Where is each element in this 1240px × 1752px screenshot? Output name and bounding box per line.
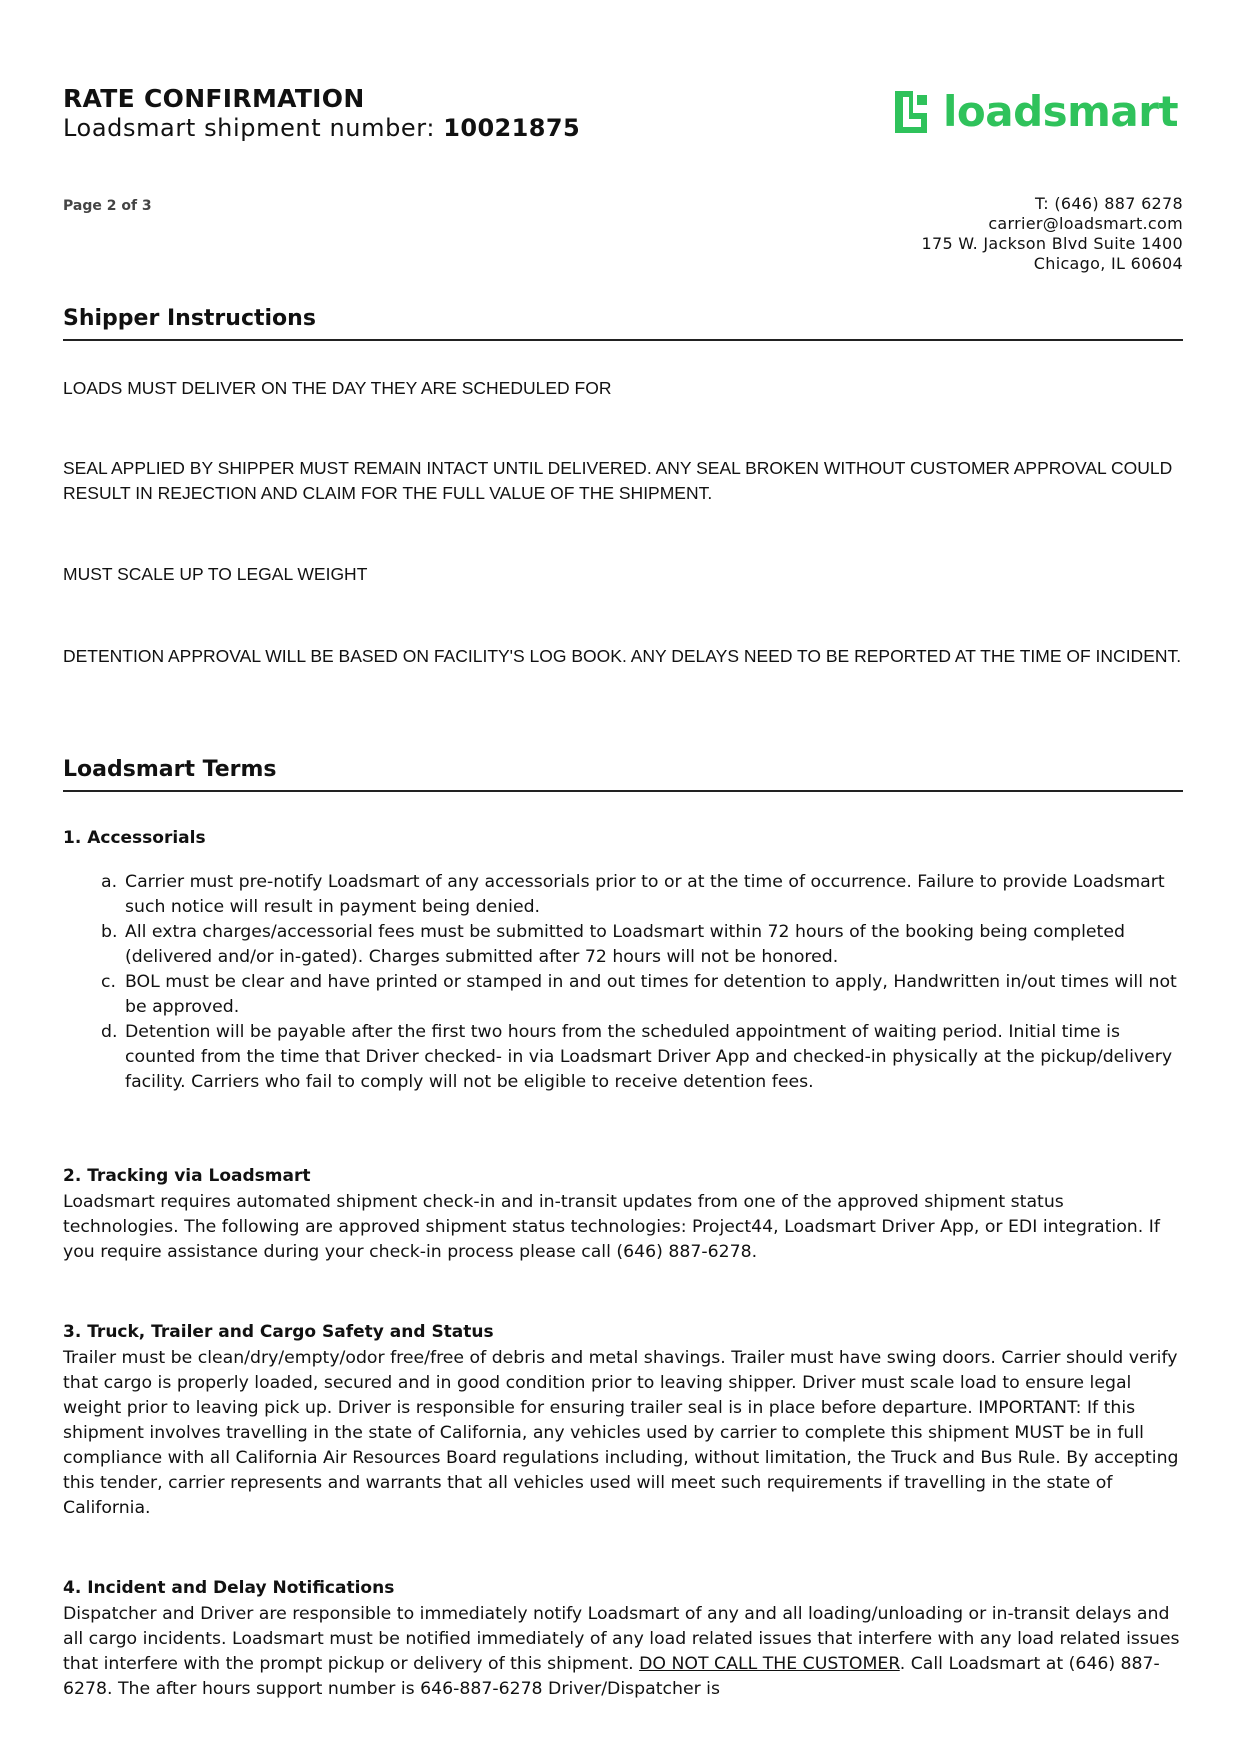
shipment-number-label: Loadsmart shipment number: — [63, 114, 444, 142]
list-item — [63, 870, 1183, 920]
tracking-heading: 2. Tracking via Loadsmart — [63, 1166, 311, 1186]
do-not-call-customer-notice: DO NOT CALL THE CUSTOMER — [639, 1654, 900, 1674]
list-item-marker: a. — [101, 872, 118, 892]
shipper-instructions-heading: Shipper Instructions — [63, 306, 1183, 341]
contact-email: carrier@loadsmart.com — [988, 214, 1183, 233]
incident-text-part: Dispatcher and Driver are responsible to immediately notify Loadsmart of any and all loading/unloading or in-transit delays and all cargo incidents. Loadsmart must be notified immediately of any load related issues that interfere with any load related issues that interfere with the prompt pickup or delivery of this shipment. — [63, 1604, 1180, 1674]
loadsmart-logo-text: loadsmart — [943, 87, 1179, 136]
contact-address-line1: 175 W. Jackson Blvd Suite 1400 — [921, 234, 1183, 253]
shipment-number: 10021875 — [443, 114, 581, 142]
shipper-instruction-item: MUST SCALE UP TO LEGAL WEIGHT — [63, 564, 368, 584]
loadsmart-logo — [889, 86, 1178, 138]
list-item-marker: c. — [101, 972, 116, 992]
accessorials-list — [63, 870, 1183, 1095]
list-item-text: All extra charges/accessorial fees must be submitted to Loadsmart within 72 hours of the booking being completed (delivered and/or in-gated). Charges submitted after 72 hours will not be honored. — [125, 922, 1125, 967]
document-title: RATE CONFIRMATION — [63, 84, 365, 113]
list-item — [63, 920, 1183, 970]
incident-text — [63, 1602, 1183, 1702]
incident-text-part: . Call Loadsmart at (646) 887-6278. The after hours support number is 646-887-6278 Driver/Dispatcher is — [63, 1654, 1160, 1699]
safety-heading: 3. Truck, Trailer and Cargo Safety and Status — [63, 1322, 494, 1342]
accessorials-heading: 1. Accessorials — [63, 828, 206, 848]
loadsmart-terms-heading: Loadsmart Terms — [63, 757, 1183, 792]
contact-address-line2: Chicago, IL 60604 — [1033, 254, 1183, 273]
shipment-number-line — [63, 114, 580, 142]
contact-block — [921, 194, 1183, 274]
list-item — [63, 970, 1183, 1020]
page-indicator: Page 2 of 3 — [63, 198, 152, 214]
list-item-text: Carrier must pre-notify Loadsmart of any accessorials prior to or at the time of occurrence. Failure to provide Loadsmart such notice will result in payment being denied. — [125, 872, 1165, 917]
list-item-marker: b. — [101, 922, 118, 942]
incident-heading: 4. Incident and Delay Notifications — [63, 1578, 395, 1598]
contact-phone: T: (646) 887 6278 — [1034, 194, 1183, 213]
list-item-marker: d. — [101, 1022, 118, 1042]
list-item — [63, 1020, 1183, 1095]
safety-text: Trailer must be clean/dry/empty/odor free/free of debris and metal shavings. Trailer must have swing doors. Carrier should verify that cargo is properly loaded, secured and in good condition prior to leaving shipper. Driver must scale load to ensure legal weight prior to leaving pick up. Driver is responsible for ensuring trailer seal is in place before departure. IMPORTANT: If this shipment involves travelling in the state of California, any vehicles used by carrier to complete this shipment MUST be in full compliance with all California Air Resources Board regulations including, without limitation, the Truck and Bus Rule. By accepting this tender, carrier represents and warrants that all vehicles used will meet such requirements if travelling in the state of California. — [63, 1348, 1179, 1518]
shipper-instruction-item: SEAL APPLIED BY SHIPPER MUST REMAIN INTACT UNTIL DELIVERED. ANY SEAL BROKEN WITHOUT CUSTOMER APPROVAL COULD RESULT IN REJECTION AND CLAIM FOR THE FULL VALUE OF THE SHIPMENT. — [63, 458, 1173, 503]
tracking-text: Loadsmart requires automated shipment check-in and in-transit updates from one of the approved shipment status technologies. The following are approved shipment status technologies: Project44, Loadsmart Driver App, or EDI integration. If you require assistance during your check-in process please call (646) 887-6278. — [63, 1192, 1160, 1262]
shipper-instruction-item: LOADS MUST DELIVER ON THE DAY THEY ARE SCHEDULED FOR — [63, 378, 612, 398]
list-item-text: BOL must be clear and have printed or stamped in and out times for detention to apply, Handwritten in/out times will not be approved. — [125, 972, 1177, 1017]
list-item-text: Detention will be payable after the first two hours from the scheduled appointment of waiting period. Initial time is counted from the time that Driver checked- in via Loadsmart Driver App and checked-in physically at the pickup/delivery facility. Carriers who fail to comply will not be eligible to receive detention fees. — [125, 1022, 1173, 1092]
loadsmart-logo-icon — [889, 87, 933, 137]
shipper-instruction-item: DETENTION APPROVAL WILL BE BASED ON FACILITY'S LOG BOOK. ANY DELAYS NEED TO BE REPORTED AT THE TIME OF INCIDENT. — [63, 646, 1182, 666]
